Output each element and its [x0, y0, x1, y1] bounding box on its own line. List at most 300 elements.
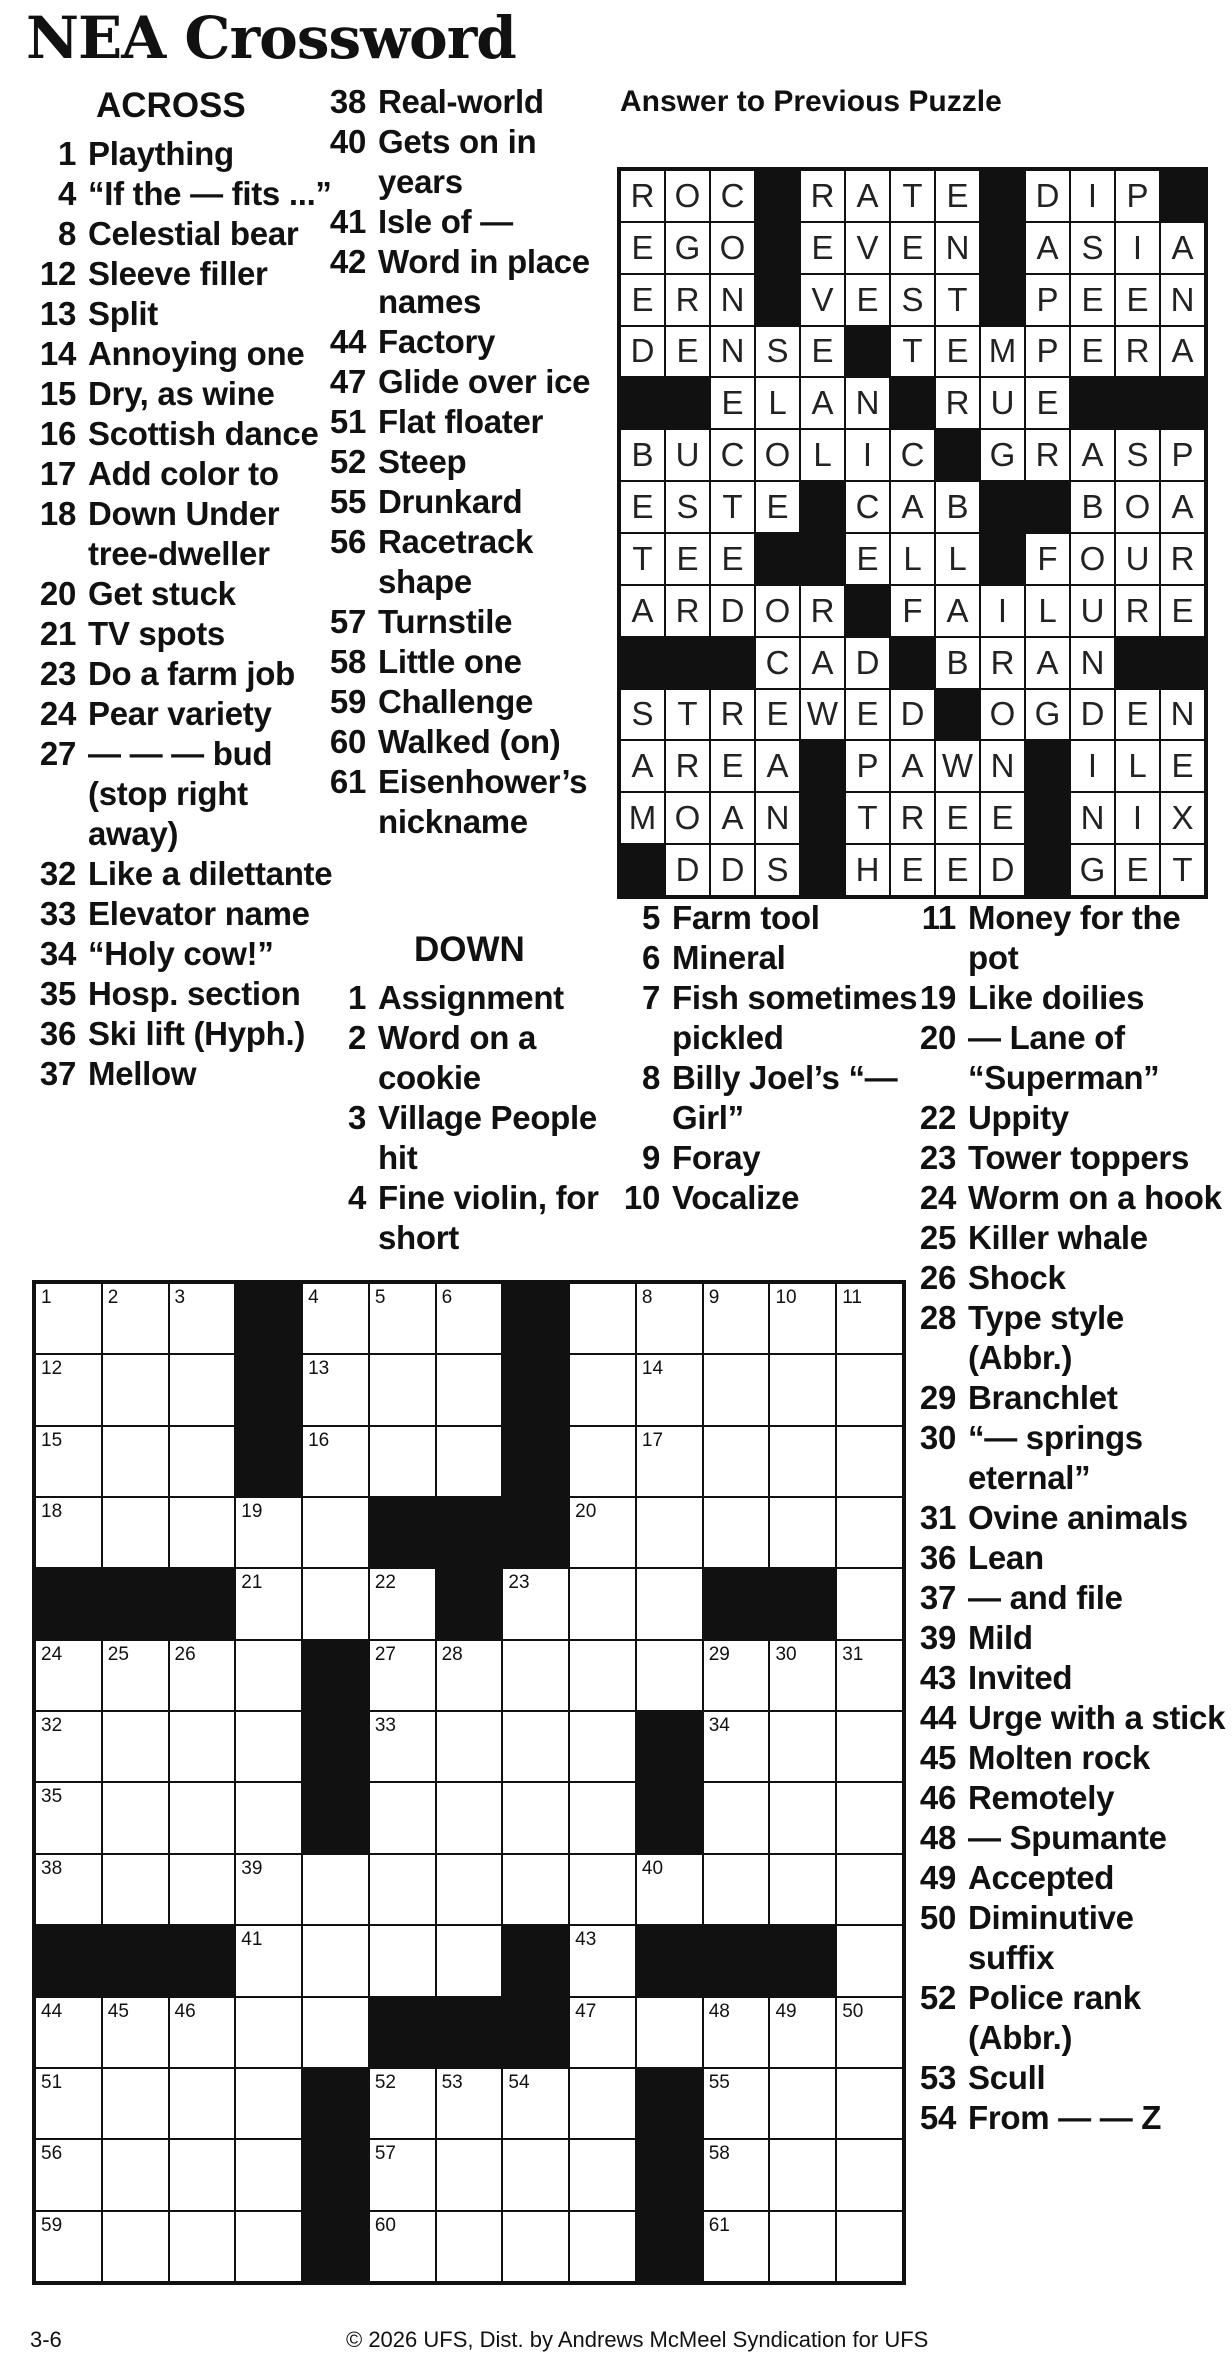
down-clue-number: 31 — [919, 1499, 956, 1536]
grid-cell[interactable] — [369, 1568, 436, 1639]
grid-cell[interactable] — [369, 1426, 436, 1497]
grid-cell[interactable] — [636, 1568, 703, 1639]
grid-cell[interactable] — [235, 1640, 302, 1711]
answer-cell: D — [1070, 689, 1115, 741]
grid-cell[interactable] — [35, 1711, 102, 1782]
grid-cell[interactable] — [836, 1568, 903, 1639]
down-clue — [620, 938, 920, 978]
grid-cell[interactable] — [703, 1711, 770, 1782]
cell-number: 17 — [641, 1429, 664, 1451]
grid-cell[interactable] — [769, 2211, 836, 2282]
answer-cell: A — [800, 637, 845, 689]
answer-cell: A — [800, 377, 845, 429]
down-clue — [916, 1538, 1226, 1578]
grid-cell[interactable] — [302, 1925, 369, 1996]
down-clue-number: 20 — [919, 1019, 956, 1056]
cell-number: 26 — [174, 1643, 196, 1665]
grid-cell[interactable] — [569, 1568, 636, 1639]
grid-cell[interactable] — [369, 1854, 436, 1925]
down-clue-text: Branchlet — [968, 1379, 1118, 1416]
answer-cell: T — [1160, 844, 1205, 896]
cell-number: 20 — [575, 1501, 597, 1523]
black-square — [636, 1925, 703, 1996]
grid-cell[interactable] — [703, 1283, 770, 1354]
down-clue-text: Fish sometimes pickled — [672, 979, 918, 1056]
answer-cell: T — [890, 326, 935, 378]
across-clue-number: 8 — [57, 215, 76, 252]
down-clue-text: Foray — [672, 1139, 761, 1176]
grid-cell[interactable] — [102, 1997, 169, 2068]
grid-cell[interactable] — [436, 1711, 503, 1782]
grid-cell[interactable] — [636, 1283, 703, 1354]
answer-cell: W — [800, 689, 845, 741]
down-clue-number: 49 — [919, 1859, 956, 1896]
across-clue-text: Ski lift (Hyph.) — [88, 1015, 306, 1052]
answer-cell: D — [980, 844, 1025, 896]
down-clue-number: 7 — [641, 979, 660, 1016]
grid-cell[interactable] — [836, 2139, 903, 2210]
cell-number: 29 — [708, 1643, 730, 1665]
across-clue — [36, 894, 336, 934]
answer-black-square — [1025, 481, 1070, 533]
grid-cell[interactable] — [836, 1283, 903, 1354]
across-clue — [36, 174, 336, 214]
answer-cell: T — [620, 533, 665, 585]
across-clue — [36, 974, 336, 1014]
grid-cell[interactable] — [302, 1497, 369, 1568]
answer-cell: E — [890, 844, 935, 896]
grid-cell[interactable] — [703, 1997, 770, 2068]
grid-cell[interactable] — [369, 1640, 436, 1711]
grid-cell[interactable] — [636, 1997, 703, 2068]
grid-cell[interactable] — [569, 2068, 636, 2139]
grid-cell[interactable] — [769, 1711, 836, 1782]
across-clue — [326, 682, 616, 722]
grid-cell[interactable] — [436, 2211, 503, 2282]
cell-number: 45 — [107, 2000, 129, 2022]
grid-cell[interactable] — [703, 1354, 770, 1425]
grid-cell[interactable] — [703, 1497, 770, 1568]
grid-cell[interactable] — [436, 1354, 503, 1425]
grid-cell[interactable] — [169, 1497, 236, 1568]
grid-cell[interactable] — [169, 1426, 236, 1497]
cell-number: 41 — [241, 1929, 263, 1951]
grid-cell[interactable] — [369, 1711, 436, 1782]
cell-number: 25 — [107, 1643, 129, 1665]
grid-cell[interactable] — [35, 1782, 102, 1853]
grid-cell[interactable] — [836, 1854, 903, 1925]
answer-cell: S — [620, 689, 665, 741]
cell-number: 27 — [374, 1643, 396, 1665]
answer-cell: O — [665, 792, 710, 844]
across-clue — [326, 722, 616, 762]
grid-cell[interactable] — [102, 2068, 169, 2139]
down-clue-number: 29 — [919, 1379, 956, 1416]
across-clue-text: — — — bud (stop right away) — [88, 735, 273, 852]
grid-cell[interactable] — [169, 1854, 236, 1925]
grid-cell[interactable] — [569, 1426, 636, 1497]
grid-cell[interactable] — [35, 1997, 102, 2068]
down-clue-number: 46 — [919, 1779, 956, 1816]
across-clue-number: 61 — [329, 763, 366, 800]
grid-cell[interactable] — [35, 2211, 102, 2282]
answer-black-square — [980, 274, 1025, 326]
grid-cell[interactable] — [703, 1426, 770, 1497]
down-clue-text: Like doilies — [968, 979, 1145, 1016]
answer-cell: B — [935, 637, 980, 689]
answer-cell: E — [935, 170, 980, 222]
grid-cell[interactable] — [703, 1640, 770, 1711]
cell-number: 34 — [708, 1715, 730, 1737]
grid-cell[interactable] — [569, 1711, 636, 1782]
grid-cell[interactable] — [636, 1640, 703, 1711]
grid-cell[interactable] — [502, 1568, 569, 1639]
grid-cell[interactable] — [436, 1283, 503, 1354]
answer-cell: P — [1025, 326, 1070, 378]
grid-cell[interactable] — [502, 2139, 569, 2210]
answer-black-square — [980, 481, 1025, 533]
grid-cell[interactable] — [636, 1497, 703, 1568]
grid-cell[interactable] — [769, 1854, 836, 1925]
grid-cell[interactable] — [703, 1782, 770, 1853]
across-clue — [36, 254, 336, 294]
grid-cell[interactable] — [169, 1997, 236, 2068]
grid-cell[interactable] — [102, 1854, 169, 1925]
grid-cell[interactable] — [169, 1354, 236, 1425]
grid-cell[interactable] — [836, 2068, 903, 2139]
answer-cell: D — [710, 585, 755, 637]
grid-cell[interactable] — [102, 1283, 169, 1354]
grid-cell[interactable] — [769, 1354, 836, 1425]
grid-cell[interactable] — [769, 1997, 836, 2068]
grid-cell[interactable] — [569, 1354, 636, 1425]
grid-cell[interactable] — [569, 1997, 636, 2068]
down-clue-text: Shock — [968, 1259, 1066, 1296]
grid-cell[interactable] — [703, 1854, 770, 1925]
across-clue-number: 23 — [39, 655, 76, 692]
grid-cell[interactable] — [436, 1782, 503, 1853]
grid-cell[interactable] — [502, 1782, 569, 1853]
across-clue — [326, 642, 616, 682]
grid-cell[interactable] — [369, 1782, 436, 1853]
cell-number: 33 — [374, 1715, 396, 1737]
across-clue-number: 37 — [39, 1055, 76, 1092]
grid-cell[interactable] — [836, 1497, 903, 1568]
grid-cell[interactable] — [35, 1854, 102, 1925]
answer-cell: R — [665, 274, 710, 326]
answer-cell: E — [710, 533, 755, 585]
grid-cell[interactable] — [35, 1426, 102, 1497]
answer-black-square — [755, 170, 800, 222]
grid-cell[interactable] — [235, 1782, 302, 1853]
black-square — [235, 1354, 302, 1425]
grid-cell[interactable] — [836, 1354, 903, 1425]
across-clue-text: Add color to — [88, 455, 279, 492]
grid-cell[interactable] — [369, 1925, 436, 1996]
previous-answer-grid — [617, 167, 1208, 899]
grid-cell[interactable] — [703, 2139, 770, 2210]
down-clues-column-1 — [326, 926, 616, 1258]
grid-cell[interactable] — [169, 1283, 236, 1354]
down-clue — [620, 1138, 920, 1178]
answer-black-square — [620, 637, 665, 689]
down-clue — [916, 1378, 1226, 1418]
answer-cell: N — [1070, 637, 1115, 689]
grid-cell[interactable] — [703, 2068, 770, 2139]
grid-cell[interactable] — [102, 1782, 169, 1853]
cell-number: 18 — [41, 1501, 63, 1523]
grid-cell[interactable] — [369, 2211, 436, 2282]
grid-cell[interactable] — [836, 1640, 903, 1711]
grid-cell[interactable] — [436, 2139, 503, 2210]
grid-cell[interactable] — [102, 1497, 169, 1568]
answer-black-square — [980, 222, 1025, 274]
cell-number: 47 — [575, 2000, 597, 2022]
across-clue — [36, 214, 336, 254]
grid-cell[interactable] — [169, 1711, 236, 1782]
grid-cell[interactable] — [769, 1640, 836, 1711]
answer-cell: R — [665, 740, 710, 792]
grid-cell[interactable] — [169, 1782, 236, 1853]
answer-cell: P — [1115, 170, 1160, 222]
grid-cell[interactable] — [302, 1426, 369, 1497]
grid-cell[interactable] — [35, 1497, 102, 1568]
answer-cell: C — [890, 429, 935, 481]
across-clue-text: Hosp. section — [88, 975, 301, 1012]
grid-cell[interactable] — [35, 2068, 102, 2139]
across-clue-text: Like a dilettante — [88, 855, 333, 892]
grid-cell[interactable] — [235, 1497, 302, 1568]
grid-cell[interactable] — [102, 2139, 169, 2210]
grid-cell[interactable] — [102, 1711, 169, 1782]
grid-cell[interactable] — [502, 1640, 569, 1711]
answer-cell: E — [620, 481, 665, 533]
grid-cell[interactable] — [569, 2211, 636, 2282]
grid-cell[interactable] — [369, 1354, 436, 1425]
grid-cell[interactable] — [369, 2068, 436, 2139]
answer-black-square — [1025, 844, 1070, 896]
black-square — [369, 1997, 436, 2068]
grid-cell[interactable] — [235, 2068, 302, 2139]
down-clue-number: 45 — [919, 1739, 956, 1776]
down-clue — [916, 1138, 1226, 1178]
grid-cell[interactable] — [569, 1854, 636, 1925]
down-clue — [916, 1498, 1226, 1538]
grid-cell[interactable] — [35, 1354, 102, 1425]
grid-cell[interactable] — [302, 1568, 369, 1639]
black-square — [436, 1997, 503, 2068]
grid-cell[interactable] — [235, 1997, 302, 2068]
grid-cell[interactable] — [769, 1426, 836, 1497]
grid-cell[interactable] — [769, 1782, 836, 1853]
grid-cell[interactable] — [369, 1283, 436, 1354]
black-square — [502, 1354, 569, 1425]
down-clue-number: 26 — [919, 1259, 956, 1296]
grid-cell[interactable] — [636, 1426, 703, 1497]
grid-cell[interactable] — [569, 1640, 636, 1711]
across-clue-text: Little one — [378, 643, 522, 680]
down-clue-number: 22 — [919, 1099, 956, 1136]
grid-cell[interactable] — [169, 2211, 236, 2282]
grid-cell[interactable] — [769, 2068, 836, 2139]
black-square — [636, 1782, 703, 1853]
grid-cell[interactable] — [502, 2211, 569, 2282]
across-clue — [326, 122, 616, 202]
black-square — [235, 1283, 302, 1354]
grid-cell[interactable] — [369, 2139, 436, 2210]
answer-cell: C — [845, 481, 890, 533]
answer-cell: D — [890, 689, 935, 741]
across-clue-number: 60 — [329, 723, 366, 760]
grid-cell[interactable] — [35, 1283, 102, 1354]
grid-cell[interactable] — [169, 2139, 236, 2210]
cell-number: 51 — [41, 2071, 63, 2093]
grid-cell[interactable] — [235, 2139, 302, 2210]
answer-cell: B — [935, 481, 980, 533]
grid-cell[interactable] — [436, 1854, 503, 1925]
across-clue-number: 16 — [39, 415, 76, 452]
grid-cell[interactable] — [35, 1640, 102, 1711]
grid-cell[interactable] — [302, 1354, 369, 1425]
across-clue — [36, 574, 336, 614]
across-clue — [36, 454, 336, 494]
grid-cell[interactable] — [703, 2211, 770, 2282]
across-clue — [36, 734, 336, 854]
black-square — [102, 1925, 169, 1996]
across-clue-number: 35 — [39, 975, 76, 1012]
answer-cell: E — [1160, 740, 1205, 792]
down-clue-text: Farm tool — [672, 899, 820, 936]
down-clue-number: 43 — [919, 1659, 956, 1696]
answer-cell: L — [800, 429, 845, 481]
answer-cell: S — [1070, 222, 1115, 274]
cell-number: 49 — [775, 2000, 797, 2022]
grid-cell[interactable] — [102, 1426, 169, 1497]
grid-cell[interactable] — [102, 1640, 169, 1711]
grid-cell[interactable] — [169, 2068, 236, 2139]
down-clue-text: Vocalize — [672, 1179, 800, 1216]
down-clue-number: 9 — [641, 1139, 660, 1176]
answer-cell: R — [800, 585, 845, 637]
grid-cell[interactable] — [436, 1640, 503, 1711]
grid-cell[interactable] — [102, 1354, 169, 1425]
across-clue-number: 40 — [329, 123, 366, 160]
answer-title: Answer to Previous Puzzle — [620, 85, 1002, 118]
grid-cell[interactable] — [569, 1925, 636, 1996]
across-clue-number: 42 — [329, 243, 366, 280]
down-clue-text: Worm on a hook — [968, 1179, 1222, 1216]
grid-cell[interactable] — [569, 2139, 636, 2210]
answer-cell: N — [1160, 689, 1205, 741]
across-clue — [326, 522, 616, 602]
answer-cell: N — [935, 222, 980, 274]
answer-cell: E — [935, 844, 980, 896]
grid-cell[interactable] — [636, 1354, 703, 1425]
grid-cell[interactable] — [769, 1283, 836, 1354]
answer-black-square — [665, 637, 710, 689]
across-clue — [326, 482, 616, 522]
grid-cell[interactable] — [836, 1925, 903, 1996]
grid-cell[interactable] — [836, 2211, 903, 2282]
grid-cell[interactable] — [235, 1925, 302, 1996]
grid-cell[interactable] — [436, 1925, 503, 1996]
down-clue-text: Molten rock — [968, 1739, 1150, 1776]
grid-cell[interactable] — [769, 2139, 836, 2210]
grid-cell[interactable] — [102, 2211, 169, 2282]
cell-number: 61 — [708, 2214, 730, 2236]
answer-cell: B — [620, 429, 665, 481]
grid-cell[interactable] — [235, 1854, 302, 1925]
across-clue-number: 20 — [39, 575, 76, 612]
down-clue — [916, 1898, 1226, 1978]
black-square — [502, 1426, 569, 1497]
grid-cell[interactable] — [836, 1711, 903, 1782]
cell-number: 53 — [441, 2071, 463, 2093]
grid-cell[interactable] — [569, 1782, 636, 1853]
across-clue — [326, 202, 616, 242]
answer-cell: A — [890, 481, 935, 533]
across-clue-number: 33 — [39, 895, 76, 932]
answer-cell: P — [1160, 429, 1205, 481]
grid-cell[interactable] — [769, 1497, 836, 1568]
across-clue — [36, 414, 336, 454]
grid-cell[interactable] — [502, 1854, 569, 1925]
cell-number: 58 — [708, 2143, 730, 2165]
answer-cell: F — [1025, 533, 1070, 585]
answer-black-square — [980, 533, 1025, 585]
across-clue — [36, 1054, 336, 1094]
grid-cell[interactable] — [235, 1711, 302, 1782]
grid-cell[interactable] — [169, 1640, 236, 1711]
answer-cell: R — [620, 170, 665, 222]
grid-cell[interactable] — [35, 2139, 102, 2210]
answer-cell: U — [980, 377, 1025, 429]
answer-cell: E — [1070, 326, 1115, 378]
grid-cell[interactable] — [502, 2068, 569, 2139]
answer-cell: E — [620, 274, 665, 326]
answer-black-square — [1115, 637, 1160, 689]
grid-cell[interactable] — [436, 1426, 503, 1497]
grid-cell[interactable] — [636, 1854, 703, 1925]
across-clue-number: 18 — [39, 495, 76, 532]
black-square — [302, 2068, 369, 2139]
answer-cell: G — [1070, 844, 1115, 896]
answer-cell: V — [845, 222, 890, 274]
grid-cell[interactable] — [502, 1711, 569, 1782]
grid-cell[interactable] — [436, 2068, 503, 2139]
answer-black-square — [1160, 170, 1205, 222]
grid-cell[interactable] — [302, 1997, 369, 2068]
grid-cell[interactable] — [836, 1426, 903, 1497]
grid-cell[interactable] — [836, 1782, 903, 1853]
grid-cell[interactable] — [302, 1854, 369, 1925]
down-clue-text: Mineral — [672, 939, 786, 976]
cell-number: 22 — [374, 1572, 396, 1594]
black-square — [703, 1925, 770, 1996]
cell-number: 56 — [41, 2143, 63, 2165]
grid-cell[interactable] — [302, 1283, 369, 1354]
grid-cell[interactable] — [569, 1283, 636, 1354]
answer-cell: A — [1160, 481, 1205, 533]
cell-number: 30 — [775, 1643, 797, 1665]
grid-cell[interactable] — [569, 1497, 636, 1568]
black-square — [169, 1925, 236, 1996]
answer-cell: A — [1025, 222, 1070, 274]
grid-cell[interactable] — [235, 1568, 302, 1639]
grid-cell[interactable] — [235, 2211, 302, 2282]
grid-cell[interactable] — [836, 1997, 903, 2068]
across-clue — [36, 694, 336, 734]
